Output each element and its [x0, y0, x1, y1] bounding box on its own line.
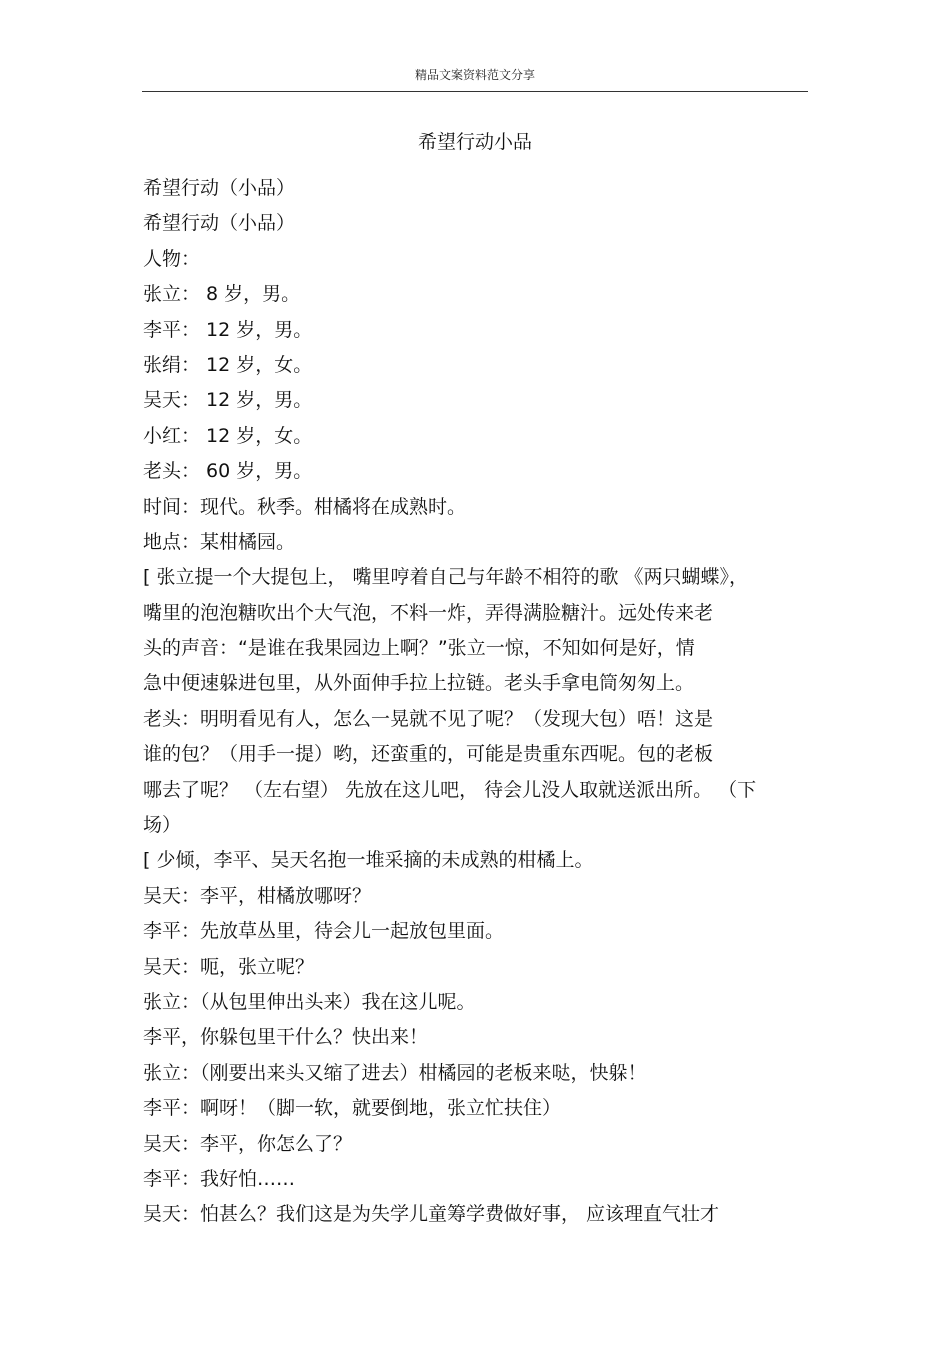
text-line: 头的声音：“是谁在我果园边上啊？”张立一惊，不知如何是好，情 — [143, 637, 695, 660]
text-line: 李平： 12 岁，男。 — [143, 318, 313, 341]
text-line: 人物： — [143, 247, 201, 270]
header-divider — [142, 91, 808, 92]
text-line: 李平：我好怕…… — [143, 1167, 296, 1190]
text-line: 老头： 60 岁，男。 — [143, 460, 313, 483]
text-line: 希望行动（小品） — [143, 212, 296, 235]
text-line: 希望行动（小品） — [143, 177, 296, 199]
text-line: 地点：某柑橘园。 — [143, 530, 296, 553]
text-line: 吴天：怕甚么？我们这是为失学儿童筹学费做好事， 应该理直气壮才 — [143, 1203, 720, 1226]
text-line: 吴天：李平，你怎么了？ — [143, 1132, 353, 1155]
text-line: 谁的包？（用手一提）哟，还蛮重的，可能是贵重东西呢。包的老板 — [143, 743, 714, 766]
text-line: 嘴里的泡泡糖吹出个大气泡，不料一炸，弄得满脸糖汁。远处传来老 — [143, 601, 714, 624]
text-line: 老头：明明看见有人，怎么一晃就不见了呢？（发现大包）唔！这是 — [143, 707, 714, 730]
text-line: 李平：啊呀！（脚一软，就要倒地，张立忙扶住） — [143, 1097, 562, 1120]
text-line: 吴天： 12 岁，男。 — [143, 389, 313, 412]
text-line: 哪去了呢？ （左右望） 先放在这儿吧， 待会儿没人取就送派出所。 （下 — [143, 778, 757, 801]
text-line: 李平：先放草丛里，待会儿一起放包里面。 — [143, 920, 505, 943]
document-title: 希望行动小品 — [417, 131, 532, 153]
page-header: 精品文案资料范文分享 — [414, 68, 535, 82]
text-line: [ 张立提一个大提包上， 嘴里哼着自己与年龄不相符的歌 《两只蝴蝶》， — [143, 566, 749, 589]
text-line: 张绢： 12 岁，女。 — [143, 353, 313, 376]
text-line: 张立：（刚要出来头又缩了进去）柑橘园的老板来哒，快躲！ — [143, 1061, 647, 1084]
text-line: 小红： 12 岁，女。 — [143, 424, 313, 447]
document-body — [143, 171, 813, 1233]
text-line: 吴天：李平，柑橘放哪呀？ — [143, 884, 372, 907]
text-line: 吴天：呃，张立呢？ — [143, 955, 315, 978]
text-line: 场） — [143, 814, 182, 837]
text-line: 时间：现代。秋季。柑橘将在成熟时。 — [143, 495, 467, 518]
text-line: 张立： 8 岁，男。 — [143, 283, 301, 306]
text-line: 李平，你躲包里干什么？快出来！ — [143, 1026, 429, 1049]
text-line: 张立：（从包里伸出头来）我在这儿呢。 — [143, 990, 476, 1013]
text-line: [ 少倾，李平、吴天名抱一堆采摘的未成熟的柑橘上。 — [143, 849, 594, 872]
text-line: 急中便速躲进包里，从外面伸手拉上拉链。老头手拿电筒匆匆上。 — [143, 672, 695, 695]
